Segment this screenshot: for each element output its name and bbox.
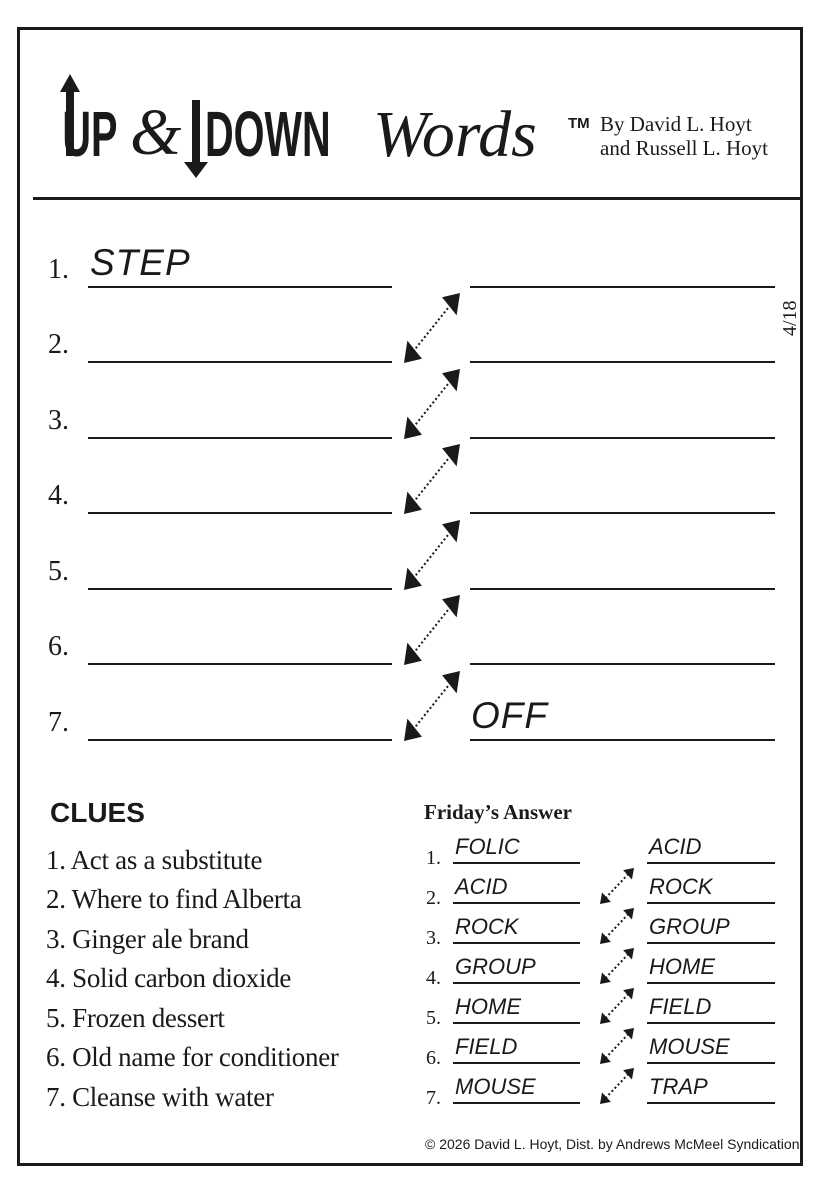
logo-title-down: DOWN [205,99,331,171]
answer-right-word: TRAP [649,1074,708,1099]
puzzle-row-number: 1. [48,254,69,285]
puzzle-left-blank[interactable] [88,286,392,288]
answer-row-number: 4. [426,967,441,989]
link-arrow-icon [404,444,460,514]
byline-line-2: and Russell L. Hoyt [600,136,768,160]
puzzle-row-number: 4. [48,480,69,511]
answer-left-line [453,1102,580,1104]
puzzle-row-number: 5. [48,556,69,587]
link-arrow-icon [404,595,460,665]
answer-row-number: 1. [426,847,441,869]
puzzle-left-blank[interactable] [88,512,392,514]
clues-title: CLUES [50,797,145,828]
puzzle-row-number: 7. [48,707,69,738]
answer-left-word: ROCK [455,914,519,939]
answer-row-number: 5. [426,1007,441,1029]
answer-left-word: FOLIC [455,834,520,859]
answer-right-line [647,942,775,944]
answer-left-word: HOME [455,994,521,1019]
header-divider [33,197,803,200]
puzzle-row-number: 6. [48,631,69,662]
answer-right-word: HOME [649,954,715,979]
answer-left-word: MOUSE [455,1074,536,1099]
puzzle-right-blank[interactable] [470,588,775,590]
up-and-down-words-logo [50,70,590,180]
answer-right-word: ROCK [649,874,713,899]
link-arrow-icon [404,293,460,363]
answer-right-line [647,1062,775,1064]
answer-right-word: FIELD [649,994,712,1019]
puzzle-right-blank[interactable] [470,437,775,439]
answer-left-line [453,1062,580,1064]
puzzle-left-blank[interactable] [88,437,392,439]
puzzle-right-blank[interactable] [470,512,775,514]
puzzle-right-blank[interactable] [470,286,775,288]
answer-right-line [647,1102,775,1104]
puzzle-right-blank[interactable] [470,739,775,741]
answer-row-number: 2. [426,887,441,909]
answer-left-word: GROUP [455,954,536,979]
puzzle-right-blank[interactable] [470,361,775,363]
puzzle-right-blank[interactable] [470,663,775,665]
answer-right-line [647,982,775,984]
puzzle-left-blank[interactable] [88,588,392,590]
puzzle-left-blank[interactable] [88,739,392,741]
answer-left-word: ACID [455,874,508,899]
answer-link-arrow-icon [600,948,634,984]
answer-left-line [453,942,580,944]
puzzle-date [770,290,810,340]
answer-link-arrow-icon [600,868,634,904]
answer-right-word: MOUSE [649,1034,730,1059]
answer-left-line [453,982,580,984]
puzzle-right-word: OFF [471,695,548,736]
answer-link-arrow-icon [600,1028,634,1064]
logo-title-amp: & [130,96,182,169]
answer-right-word: GROUP [649,914,730,939]
link-arrow-icon [404,671,460,741]
logo-title-words: Words [373,98,537,171]
answer-right-line [647,902,775,904]
link-arrow-icon [404,369,460,439]
answer-link-arrow-icon [600,1068,634,1104]
byline [600,112,768,160]
puzzle-left-blank[interactable] [88,361,392,363]
clue-item: 2. Where to find Alberta [46,884,302,914]
answer-left-line [453,1022,580,1024]
copyright: © 2026 David L. Hoyt, Dist. by Andrews McMeel Syndication [425,1136,800,1152]
link-arrow-icon [404,520,460,590]
clue-item: 6. Old name for conditioner [46,1042,339,1072]
answer-row-number: 7. [426,1087,441,1109]
answer-left-line [453,902,580,904]
answer-link-arrow-icon [600,988,634,1024]
puzzle-left-blank[interactable] [88,663,392,665]
answer-right-line [647,1022,775,1024]
logo-title-up: UP [62,99,118,171]
answer-row-number: 3. [426,927,441,949]
answer-title: Friday’s Answer [424,800,572,824]
clue-item: 5. Frozen dessert [46,1003,225,1033]
answer-row-number: 6. [426,1047,441,1069]
clue-item: 1. Act as a substitute [46,845,263,875]
clue-item: 4. Solid carbon dioxide [46,963,292,993]
answer-right-word: ACID [649,834,702,859]
puzzle-left-word: STEP [90,242,191,283]
puzzle-row-number: 3. [48,405,69,436]
answer-right-line [647,862,775,864]
answer-link-arrow-icon [600,908,634,944]
trademark: TM [568,115,590,132]
byline-line-1: By David L. Hoyt [600,112,752,136]
answer-left-line [453,862,580,864]
svg-text:4/18: 4/18 [779,300,801,336]
clue-item: 3. Ginger ale brand [46,924,249,954]
answer-left-word: FIELD [455,1034,518,1059]
clue-item: 7. Cleanse with water [46,1082,274,1112]
puzzle-row-number: 2. [48,329,69,360]
